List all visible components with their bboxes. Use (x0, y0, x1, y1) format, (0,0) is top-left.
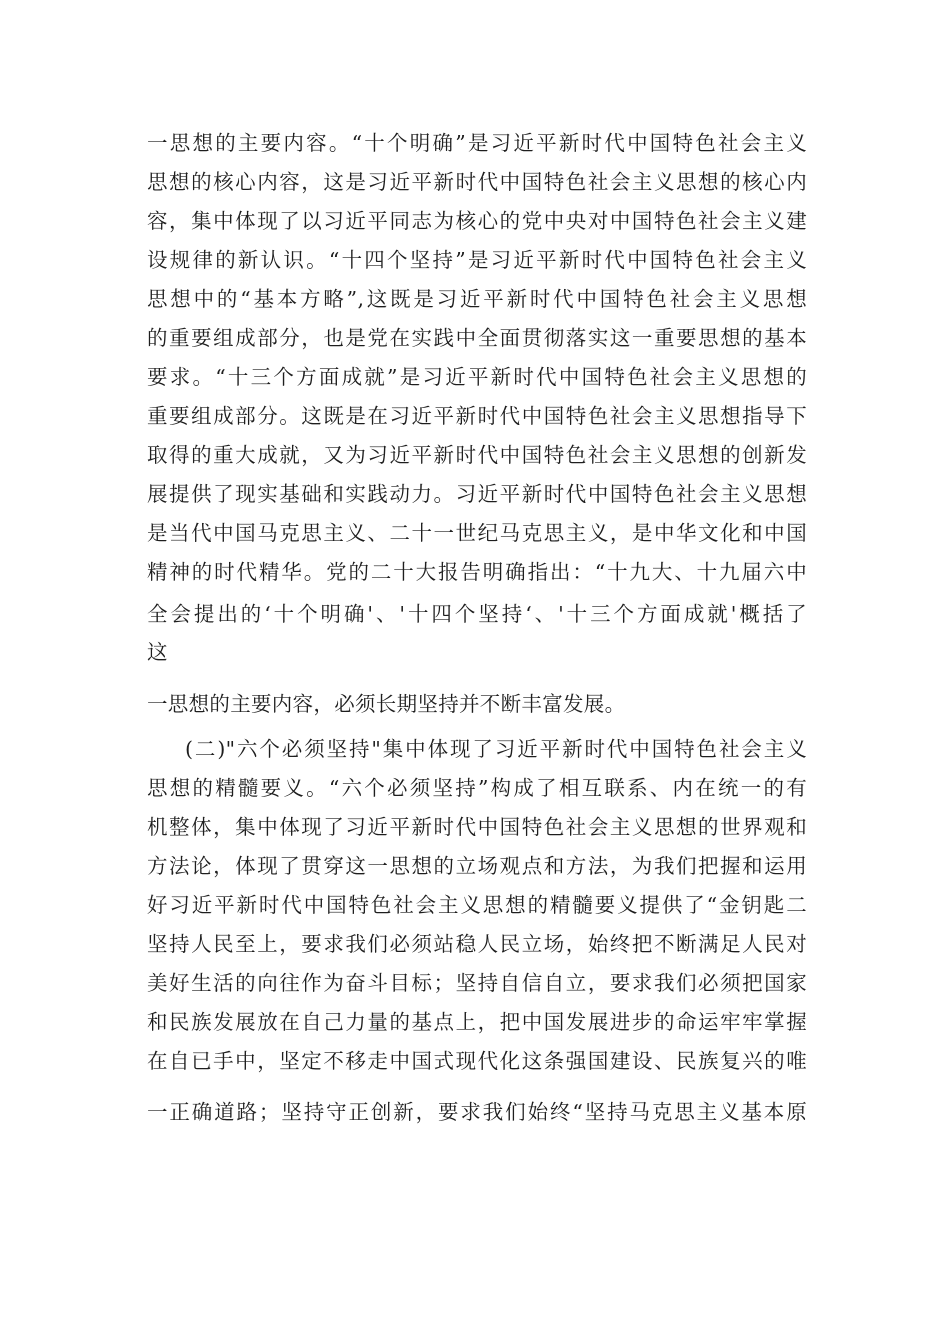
text-line: 容，集中体现了以习近平同志为核心的党中央对中国特色社会主义建 (147, 209, 807, 233)
text-line: 思想的核心内容，这是习近平新时代中国特色社会主义思想的核心内 (147, 170, 807, 194)
text-line: 全会提出的‘十个明确'、'十四个坚持‘、'十三个方面成就'概括了 (147, 602, 807, 626)
text-line: 取得的重大成就，又为习近平新时代中国特色社会主义思想的创新发 (147, 443, 807, 467)
text-line: 一思想的主要内容，必须长期坚持并不断丰富发展。 (147, 692, 626, 716)
text-line: 美好生活的向往作为奋斗目标；坚持自信自立，要求我们必须把国家 (147, 971, 807, 995)
text-line: 一正确道路；坚持守正创新，要求我们始终“坚持马克思主义基本原 (147, 1100, 807, 1124)
text-line: 要求。“十三个方面成就”是习近平新时代中国特色社会主义思想的 (147, 365, 807, 389)
text-line: 机整体，集中体现了习近平新时代中国特色社会主义思想的世界观和 (147, 815, 807, 839)
text-line: 设规律的新认识。“十四个坚持”是习近平新时代中国特色社会主义 (147, 248, 807, 272)
text-line: 一思想的主要内容。“十个明确”是习近平新时代中国特色社会主义 (147, 131, 807, 155)
text-line: 这 (147, 640, 168, 664)
text-line: 精神的时代精华。党的二十大报告明确指出：“十九大、十九届六中 (147, 560, 807, 584)
text-line: 和民族发展放在自己力量的基点上，把中国发展进步的命运牢牢掌握 (147, 1010, 807, 1034)
text-line: 重要组成部分。这既是在习近平新时代中国特色社会主义思想指导下 (147, 404, 807, 428)
text-line: 展提供了现实基础和实践动力。习近平新时代中国特色社会主义思想 (147, 482, 807, 506)
text-line: 在自已手中，坚定不移走中国式现代化这条强国建设、民族复兴的唯 (147, 1049, 807, 1073)
text-line: 的重要组成部分，也是党在实践中全面贯彻落实这一重要思想的基本 (147, 326, 807, 350)
text-line: 好习近平新时代中国特色社会主义思想的精髓要义提供了“金钥匙二 (147, 893, 807, 917)
text-line: 方法论，体现了贯穿这一思想的立场观点和方法，为我们把握和运用 (147, 854, 807, 878)
text-line: 坚持人民至上，要求我们必须站稳人民立场，始终把不断满足人民对 (147, 932, 807, 956)
section-heading-line: (二)"六个必须坚持"集中体现了习近平新时代中国特色社会主义 (185, 737, 807, 761)
text-line: 思想中的“基本方略”,这既是习近平新时代中国特色社会主义思想 (147, 287, 807, 311)
text-line: 是当代中国马克思主义、二十一世纪马克思主义，是中华文化和中国 (147, 521, 807, 545)
text-line: 思想的精髓要义。“六个必须坚持”构成了相互联系、内在统一的有 (147, 776, 807, 800)
